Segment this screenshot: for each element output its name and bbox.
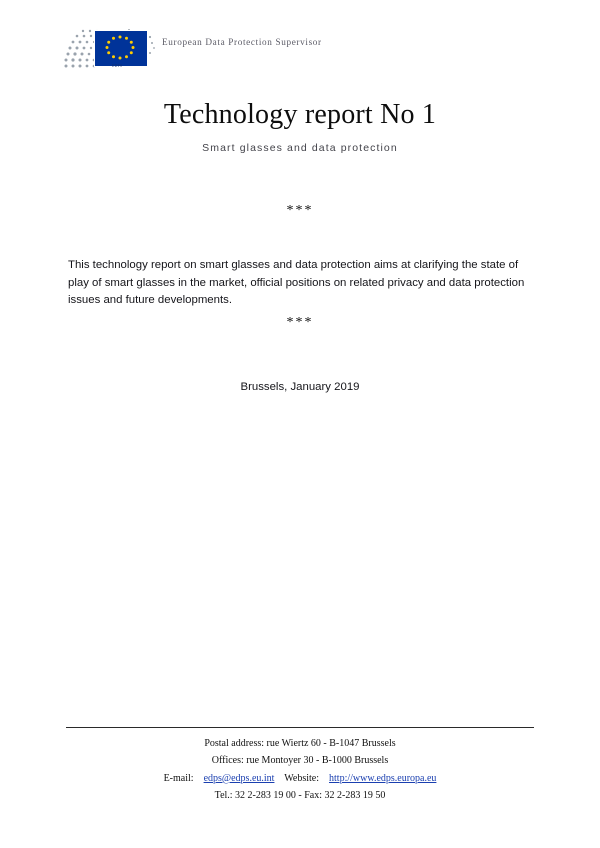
page-title: Technology report No 1 [163,98,437,130]
document-header [62,22,538,76]
dateline: Brussels, January 2019 [240,381,360,393]
organisation-name: European Data Protection Supervisor [162,37,322,47]
footer-contact-line [66,770,534,787]
footer-postal-address: Postal address: rue Wiertz 60 - B-1047 Brussels [204,738,396,750]
abstract-paragraph: This technology report on smart glasses and data protection aims at clarifying the state of play of smart glasses in the market, official positions on related privacy and data protection issues and future developments. [68,259,525,306]
footer-email-label: E-mail: [163,772,194,784]
footer-website-link[interactable]: http://www.edps.europa.eu [329,772,437,784]
footer-phone-fax: Tel.: 32 2-283 19 00 - Fax: 32 2-283 19 50 [214,789,386,801]
footer-website-label: Website: [284,772,320,784]
document-footer [66,727,534,804]
edps-logo [62,22,157,74]
edps-abbreviation: EDPS [112,64,123,68]
eu-flag-icon [94,30,148,67]
divider-asterisks-top: *** [286,203,314,218]
divider-asterisks-bottom: *** [286,315,314,330]
footer-email-link[interactable]: edps@edps.eu.int [203,772,275,784]
footer-offices: Offices: rue Montoyer 30 - B-1000 Brussels [211,755,389,767]
page-subtitle: Smart glasses and data protection [202,142,398,154]
